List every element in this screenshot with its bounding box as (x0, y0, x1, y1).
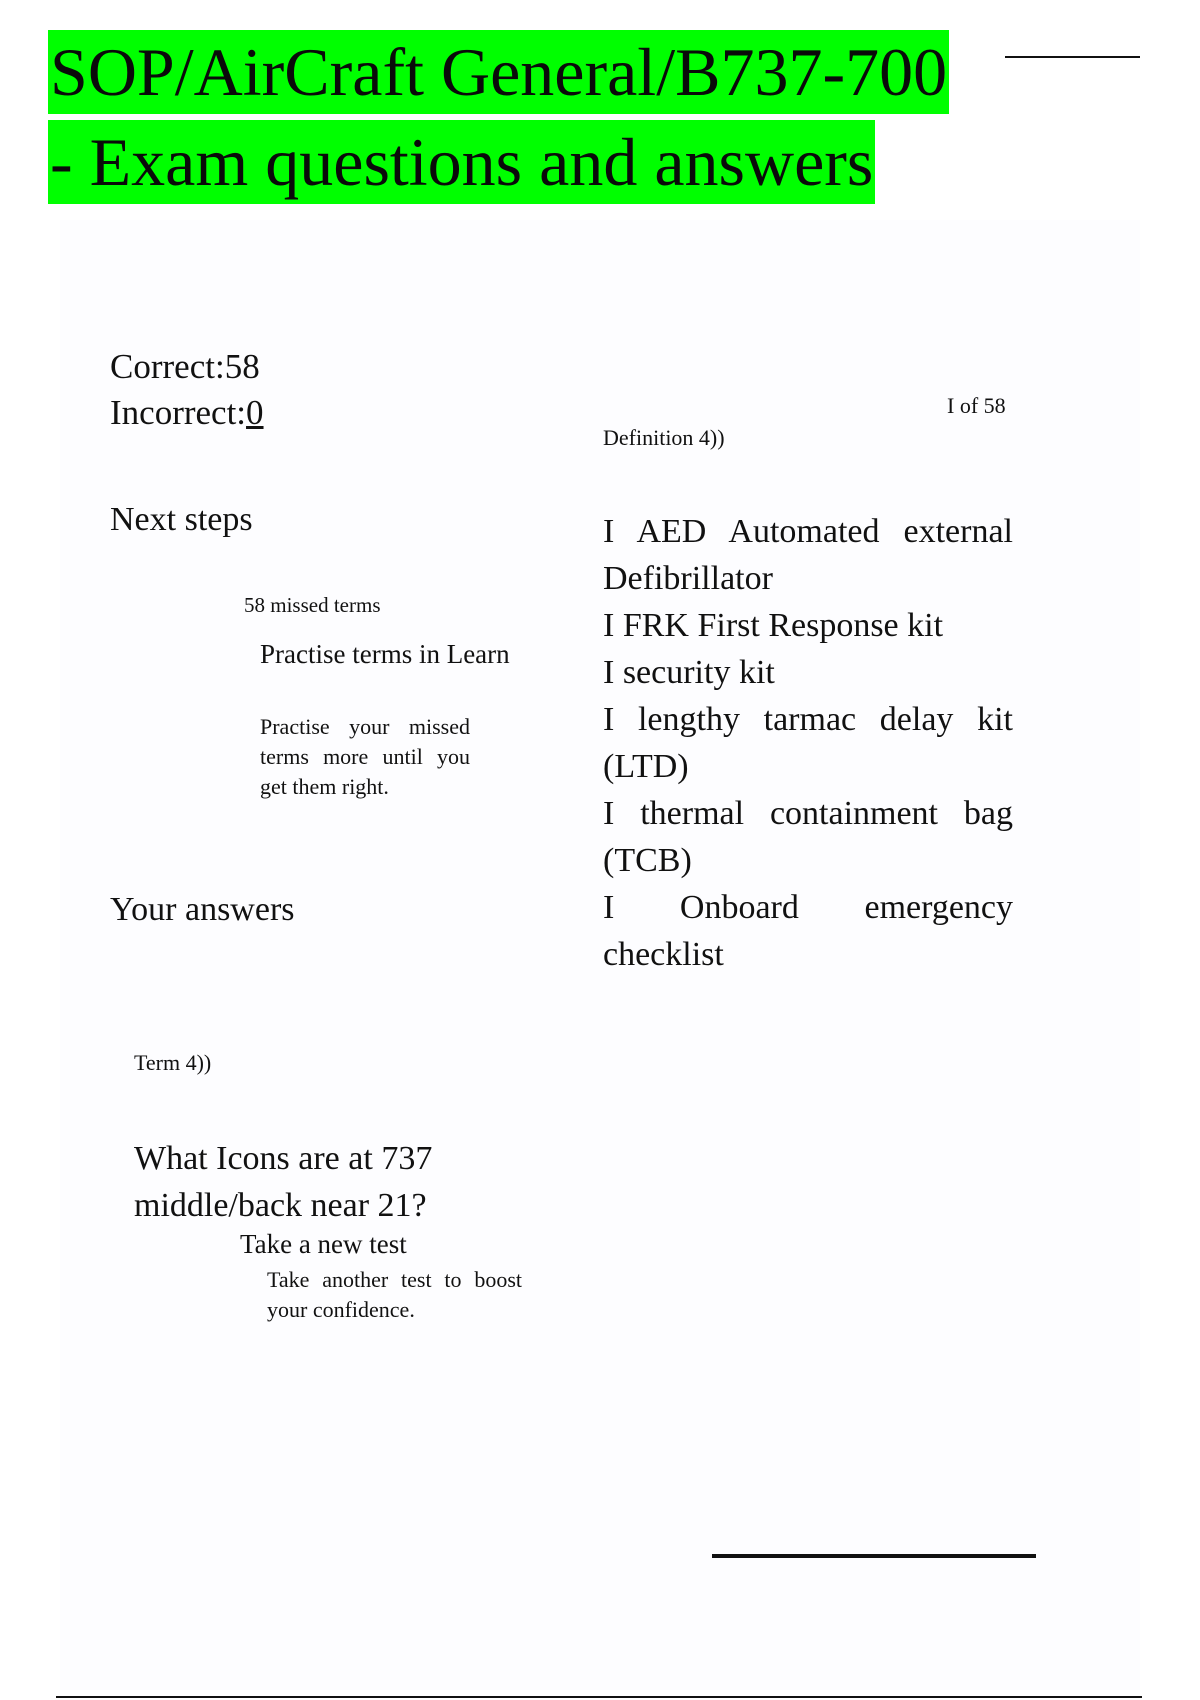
term-question: What Icons are at 737 middle/back near 21? (134, 1140, 433, 1224)
definition-item: I Onboard emergency checklist (603, 889, 1013, 973)
incorrect-label: Incorrect: (110, 393, 247, 432)
term-label: Term 4)) (134, 1050, 212, 1075)
practise-terms-link[interactable]: Practise terms in Learn (260, 639, 510, 669)
definition-item: I lengthy tarmac delay kit (LTD) (603, 701, 1013, 785)
definition-item: I security kit (603, 654, 775, 691)
definition-list (603, 508, 1013, 978)
definition-item: I thermal containment bag (TCB) (603, 795, 1013, 879)
incorrect-value: 0 (246, 393, 264, 432)
question-counter: I of 58 (947, 393, 1006, 418)
divider-rule (712, 1554, 1036, 1558)
title-rule (1005, 56, 1140, 58)
page-bottom-rule (56, 1696, 1142, 1698)
document-title-line-1: SOP/AirCraft General/B737-700 (48, 30, 949, 114)
document-title-line-2: - Exam questions and answers (48, 120, 875, 204)
incorrect-score (110, 390, 264, 436)
missed-terms-count: 58 missed terms (244, 593, 381, 617)
take-new-test-link[interactable]: Take a new test (240, 1229, 407, 1259)
correct-label: Correct: (110, 347, 225, 386)
definition-item: I AED Automated external Defibrillator (603, 513, 1013, 597)
new-test-description: Take another test to boost your confidence. (267, 1267, 522, 1322)
practise-description: Practise your missed terms more until you get them right. (260, 714, 470, 799)
definition-label: Definition 4)) (603, 425, 725, 450)
correct-score (110, 344, 260, 390)
correct-value: 58 (224, 347, 260, 386)
your-answers-heading: Your answers (110, 891, 295, 928)
next-steps-heading: Next steps (110, 501, 253, 538)
definition-item: I FRK First Response kit (603, 607, 944, 644)
